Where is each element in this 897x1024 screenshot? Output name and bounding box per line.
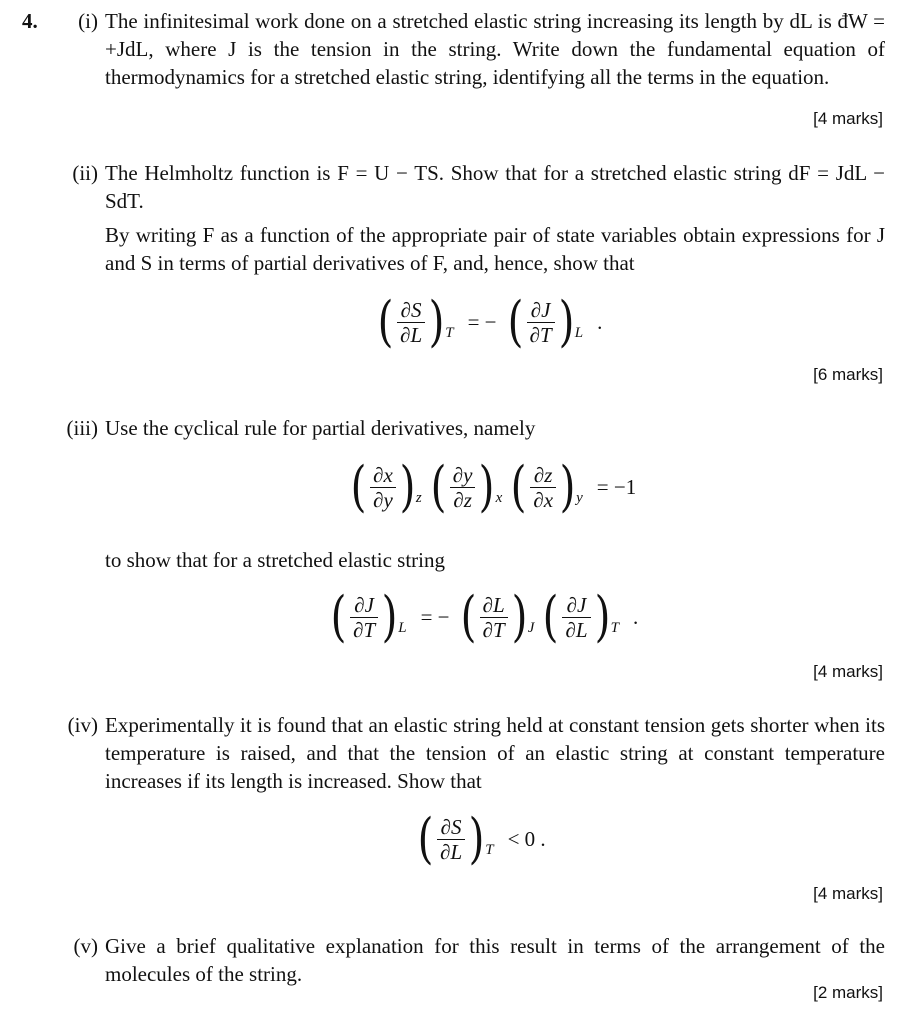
marks-iv: [4 marks] xyxy=(813,884,883,903)
question-number: 4. xyxy=(22,9,38,33)
part-text-i: The infinitesimal work done on a stretched elastic string increasing its length by dL is đW = +JdL, where J is the tension in the string. Write down the fundamental equation of thermodynamics for a stretched elastic string, identifying all the terms in the equation. xyxy=(105,9,885,89)
part-label-iii: (iii) xyxy=(66,416,98,440)
paren-group: ( $\frac{\partial J}{\partial T}$ ) xyxy=(330,585,398,648)
paren-group: ( $\frac{\partial y}{\partial z}$ ) xyxy=(430,455,495,518)
part-label-ii: (ii) xyxy=(72,161,98,185)
paren-group: ( $\frac{\partial J}{\partial T}$ ) xyxy=(507,290,575,353)
part-label-iv: (iv) xyxy=(67,713,98,737)
part-text-ii: The Helmholtz function is F = U − TS. Show that for a stretched elastic string dF = JdL − SdT. xyxy=(105,161,885,213)
equation-iii-result: ( $\frac{\partial J}{\partial T}$ ) L = − ( $\frac{\partial L}{\partial T}$ ) J ( $\frac{\partial J}{\partial L}$ ) T . xyxy=(328,590,646,644)
paren-group: ( $\frac{\partial L}{\partial T}$ ) xyxy=(460,585,528,648)
marks-ii: [6 marks] xyxy=(813,365,883,384)
part-text-iii-2: to show that for a stretched elastic string xyxy=(105,548,445,572)
part-label-v: (v) xyxy=(73,934,98,958)
paren-group: ( $\frac{\partial z}{\partial x}$ ) xyxy=(510,455,576,518)
part-text-v: Give a brief qualitative explanation for this result in terms of the arrangement of the molecules of the string. xyxy=(105,934,885,986)
paren-group: ( $\frac{\partial J}{\partial L}$ ) xyxy=(543,585,610,648)
paren-group: ( $\frac{\partial S}{\partial L}$ ) xyxy=(417,807,485,870)
marks-iii: [4 marks] xyxy=(813,662,883,681)
paren-group: ( $\frac{\partial S}{\partial L}$ ) xyxy=(377,290,445,353)
equation-iii-cyclical: ( $\frac{\partial x}{\partial y}$ ) z ( $\frac{\partial y}{\partial z}$ ) x ( $\frac{\partial z}{\partial x}$ ) y = −1 xyxy=(348,460,644,514)
part-text-iv: Experimentally it is found that an elastic string held at constant tension gets shorter when its temperature is raised, and that the tension of an elastic string at constant temperature increases if its length is increased. Show that xyxy=(105,713,885,793)
paren-group: ( $\frac{\partial x}{\partial y}$ ) xyxy=(350,455,416,518)
marks-i: [4 marks] xyxy=(813,109,883,128)
part-text-ii-2: By writing F as a function of the appropriate pair of state variables obtain expressions for J and S in terms of partial derivatives of F, and, hence, show that xyxy=(105,223,885,275)
marks-v: [2 marks] xyxy=(813,983,883,1002)
part-text-iii: Use the cyclical rule for partial derivatives, namely xyxy=(105,416,536,440)
part-label-i: (i) xyxy=(78,9,98,33)
equation-ii: ( $\frac{\partial S}{\partial L}$ ) T = − ( $\frac{\partial J}{\partial T}$ ) L . xyxy=(375,295,610,349)
equation-iv: ( $\frac{\partial S}{\partial L}$ ) T < 0 . xyxy=(415,812,554,866)
